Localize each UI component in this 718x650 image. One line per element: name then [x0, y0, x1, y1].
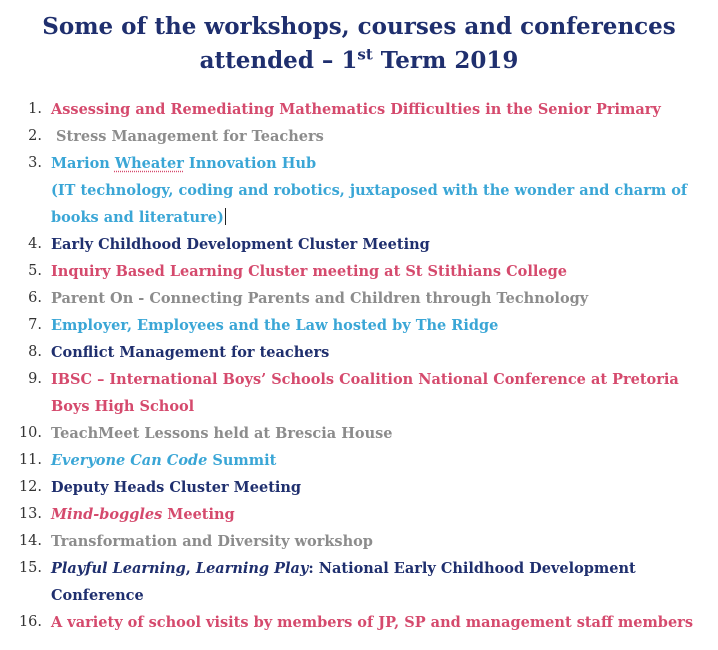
list-item — [0, 609, 718, 636]
list-item-text: Parent On - Connecting Parents and Children through Technology — [51, 290, 589, 307]
list-number: 10. — [18, 425, 42, 441]
list-number: 14. — [18, 533, 42, 549]
list-item — [0, 123, 718, 150]
text-cursor — [225, 208, 226, 225]
list-number: 9. — [28, 371, 42, 387]
workshop-list — [0, 96, 718, 636]
title-ordinal-suffix: st — [357, 45, 373, 64]
list-item-italic-text: Mind-boggles — [51, 506, 163, 523]
list-item — [0, 447, 718, 474]
list-item — [0, 150, 718, 231]
list-item-italic-text: Everyone Can Code — [51, 452, 208, 469]
list-item — [0, 474, 718, 501]
list-item-text: Stress Management for Teachers — [51, 128, 324, 145]
list-number: 15. — [18, 560, 42, 576]
list-number: 8. — [28, 344, 42, 360]
list-item — [0, 339, 718, 366]
list-number: 2. — [28, 128, 42, 144]
title-line-1: Some of the workshops, courses and conferences — [42, 13, 676, 40]
list-item-italic-text: Learning Play — [195, 560, 309, 577]
list-item — [0, 231, 718, 258]
list-item-text: Transformation and Diversity workshop — [51, 533, 373, 550]
list-item-text: TeachMeet Lessons held at Brescia House — [51, 425, 393, 442]
list-item-text: Summit — [207, 452, 277, 469]
list-item-italic-text: Playful Learning — [51, 560, 186, 577]
list-item-text: Inquiry Based Learning Cluster meeting at St Stithians College — [51, 263, 567, 280]
list-item — [0, 312, 718, 339]
list-item-subtext: (IT technology, coding and robotics, juxtaposed with the wonder and charm of books and literature) — [51, 182, 688, 226]
list-number: 6. — [28, 290, 42, 306]
list-item — [0, 285, 718, 312]
list-item-text: Deputy Heads Cluster Meeting — [51, 479, 302, 496]
list-item-text: IBSC – International Boys’ Schools Coalition National Conference at Pretoria Boys High School — [51, 371, 679, 415]
list-item-separator: , — [185, 560, 196, 577]
list-number: 4. — [28, 236, 42, 252]
spellcheck-underlined-word: Wheater — [114, 155, 184, 172]
list-item-text: Conflict Management for teachers — [51, 344, 330, 361]
list-item — [0, 96, 718, 123]
list-item — [0, 420, 718, 447]
title-line-2-end: Term 2019 — [372, 47, 519, 74]
list-number: 3. — [28, 155, 42, 171]
list-item-text: Early Childhood Development Cluster Meeting — [51, 236, 430, 253]
list-item — [0, 528, 718, 555]
list-item-text: Assessing and Remediating Mathematics Difficulties in the Senior Primary — [51, 101, 661, 118]
list-number: 7. — [28, 317, 42, 333]
title-line-2 — [0, 44, 718, 78]
list-number: 1. — [28, 101, 42, 117]
list-item-text: Marion — [51, 155, 115, 172]
list-number: 12. — [18, 479, 42, 495]
list-number: 5. — [28, 263, 42, 279]
list-number: 11. — [18, 452, 42, 468]
list-item — [0, 366, 718, 420]
list-item-text: Employer, Employees and the Law hosted by The Ridge — [51, 317, 499, 334]
list-item — [0, 258, 718, 285]
list-item-text: : National Early Childhood Development Conference — [51, 560, 636, 604]
document-title — [0, 10, 718, 78]
list-item — [0, 555, 718, 609]
list-item — [0, 501, 718, 528]
list-number: 16. — [18, 614, 42, 630]
list-number: 13. — [18, 506, 42, 522]
list-item-text-cont: Innovation Hub — [183, 155, 317, 172]
title-line-2-start: attended – 1 — [199, 47, 358, 74]
list-item-text: Meeting — [162, 506, 235, 523]
list-item-text: A variety of school visits by members of JP, SP and management staff members — [51, 614, 693, 631]
